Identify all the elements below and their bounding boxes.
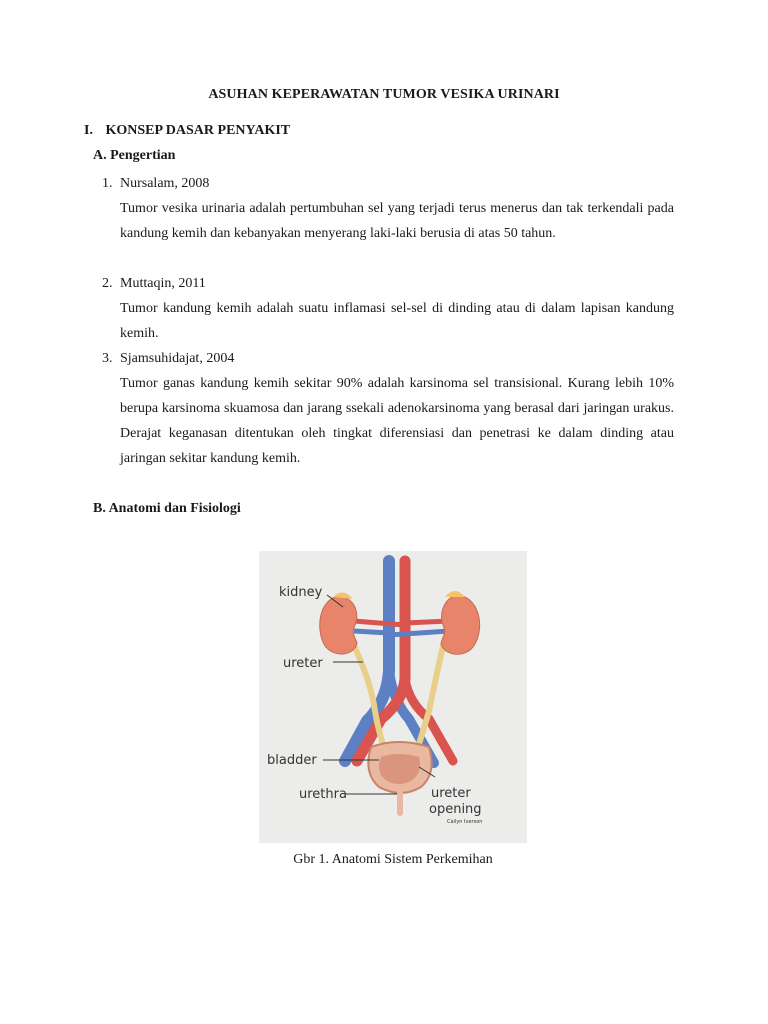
item-source: Sjamsuhidajat, 2004 bbox=[120, 351, 235, 366]
subsection-heading-a: A. Pengertian bbox=[93, 148, 176, 163]
item-text: Tumor ganas kandung kemih sekitar 90% adalah karsinoma sel transisional. Kurang lebih 10% berupa karsinoma skuamosa dan jarang ssekali adenokarsinoma yang berasal dari jaringan urakus. Derajat keganasan ditentukan oleh tingkat diferensiasi dan penetrasi ke dalam dinding atau jaringan sekitar kandung kemih. bbox=[120, 376, 674, 466]
urinary-system-figure bbox=[259, 551, 527, 843]
definition-item bbox=[102, 171, 674, 246]
section-title: KONSEP DASAR PENYAKIT bbox=[105, 123, 291, 138]
definition-item bbox=[102, 346, 674, 471]
figure-caption: Gbr 1. Anatomi Sistem Perkemihan bbox=[293, 852, 493, 867]
item-number: 3. bbox=[102, 351, 113, 366]
ureter-opening-label-line2: opening bbox=[429, 802, 482, 817]
bladder-label: bladder bbox=[267, 753, 317, 768]
item-source: Nursalam, 2008 bbox=[120, 176, 210, 191]
item-number: 1. bbox=[102, 176, 113, 191]
subsection-heading-b: B. Anatomi dan Fisiologi bbox=[93, 501, 241, 516]
item-source: Muttaqin, 2011 bbox=[120, 276, 206, 291]
illustration-credit: Cailyn Iverson bbox=[447, 819, 483, 825]
urinary-system-illustration bbox=[259, 551, 527, 843]
item-text: Tumor kandung kemih adalah suatu inflamasi sel-sel di dinding atau di dalam lapisan kandung kemih. bbox=[120, 301, 674, 341]
kidney-label: kidney bbox=[279, 585, 323, 600]
urethra-label: urethra bbox=[299, 787, 347, 802]
ureter-opening-label-line1: ureter bbox=[431, 786, 471, 801]
section-number: I. bbox=[84, 123, 93, 138]
ureter-label: ureter bbox=[283, 656, 323, 671]
item-number: 2. bbox=[102, 276, 113, 291]
section-heading-1 bbox=[84, 123, 290, 139]
item-text: Tumor vesika urinaria adalah pertumbuhan sel yang terjadi terus menerus dan tak terkendali pada kandung kemih dan kebanyakan menyerang laki-laki berusia di atas 50 tahun. bbox=[120, 201, 674, 241]
definition-item bbox=[102, 271, 674, 346]
document-title: ASUHAN KEPERAWATAN TUMOR VESIKA URINARI bbox=[208, 87, 560, 102]
